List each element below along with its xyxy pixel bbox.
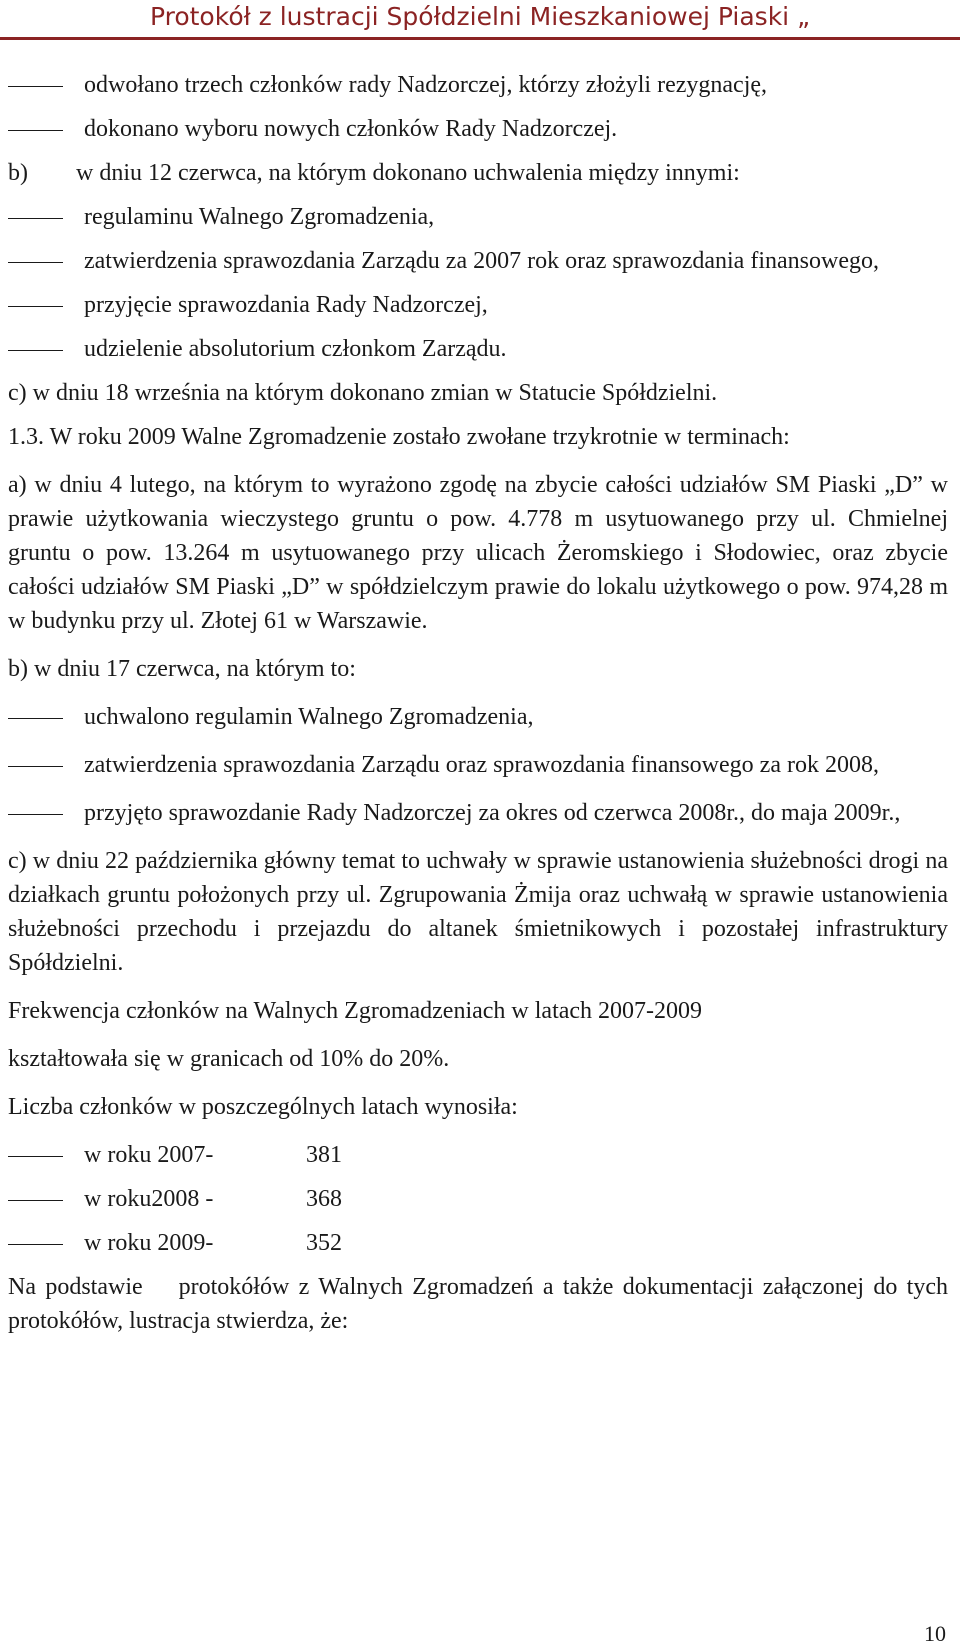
list-item: zatwierdzenia sprawozdania Zarządu oraz sprawozdania finansowego za rok 2008, [8,748,948,782]
list-item: regulaminu Walnego Zgromadzenia, [8,200,948,234]
paragraph [8,1270,948,1338]
member-year: w roku 2007- [84,1142,214,1168]
header-title: Protokół z lustracji Spółdzielni Mieszkaniowej Piaski „ [149,2,811,31]
document-body [8,68,948,1352]
list-item [8,1182,948,1216]
list-item [8,1226,948,1260]
paragraph: Liczba członków w poszczególnych latach wynosiła: [8,1094,518,1120]
member-year: w roku2008 - [84,1186,214,1212]
closing-start: Na podstawie [8,1274,143,1300]
list-item: zatwierdzenia sprawozdania Zarządu za 2007 rok oraz sprawozdania finansowego, [8,244,948,278]
member-year: w roku 2009- [84,1230,214,1256]
member-count: 381 [306,1142,342,1168]
list-item: uchwalono regulamin Walnego Zgromadzenia, [8,700,948,734]
paragraph: c) w dniu 22 października główny temat to uchwały w sprawie ustanowienia służebności drogi na działkach gruntu położonych przy ul. Zgrupowania Żmija oraz uchwałą w sprawie ustanowienia służebności przechodu i przejazdu do altanek śmietnikowych i pozostałej infrastruktury Spółdzielni. [8,848,948,976]
member-count: 352 [306,1230,342,1256]
list-item: udzielenie absolutorium członkom Zarządu. [8,332,948,366]
paragraph: kształtowała się w granicach od 10% do 20%. [8,1046,450,1072]
list-item: przyjęto sprawozdanie Rady Nadzorczej za okres od czerwca 2008r., do maja 2009r., [8,796,948,830]
list-item: przyjęcie sprawozdania Rady Nadzorczej, [8,288,948,322]
paragraph: Frekwencja członków na Walnych Zgromadzeniach w latach 2007-2009 [8,998,703,1024]
closing-rest: protokółów z Walnych Zgromadzeń a także dokumentacji załączonej do tych protokółów, lustracja stwierdza, że: [8,1274,948,1334]
list-item: dokonano wyboru nowych członków Rady Nadzorczej. [8,112,948,146]
running-header [0,0,960,40]
paragraph: b) w dniu 17 czerwca, na którym to: [8,656,356,682]
paragraph: b) w dniu 12 czerwca, na którym dokonano uchwalenia między innymi: [8,160,740,186]
section-heading: 1.3. W roku 2009 Walne Zgromadzenie zostało zwołane trzykrotnie w terminach: [8,424,790,450]
member-count: 368 [306,1186,342,1212]
paragraph: a) w dniu 4 lutego, na którym to wyrażono zgodę na zbycie całości udziałów SM Piaski „D” w prawie użytkowania wieczystego gruntu o pow. 4.778 m usytuowanego przy ul. Chmielnej gruntu o pow. 13.264 m usytuowanego przy ulicach Żeromskiego i Słodowiec, oraz zbycie całości udziałów SM Piaski „D” w spółdzielczym prawie do lokalu użytkowego o pow. 974,28 m w budynku przy ul. Złotej 61 w Warszawie. [8,472,948,634]
page-number: 10 [924,1621,946,1646]
list-item [8,1138,948,1172]
paragraph: c) w dniu 18 września na którym dokonano zmian w Statucie Spółdzielni. [8,380,718,406]
list-item: odwołano trzech członków rady Nadzorczej, którzy złożyli rezygnację, [8,68,948,102]
